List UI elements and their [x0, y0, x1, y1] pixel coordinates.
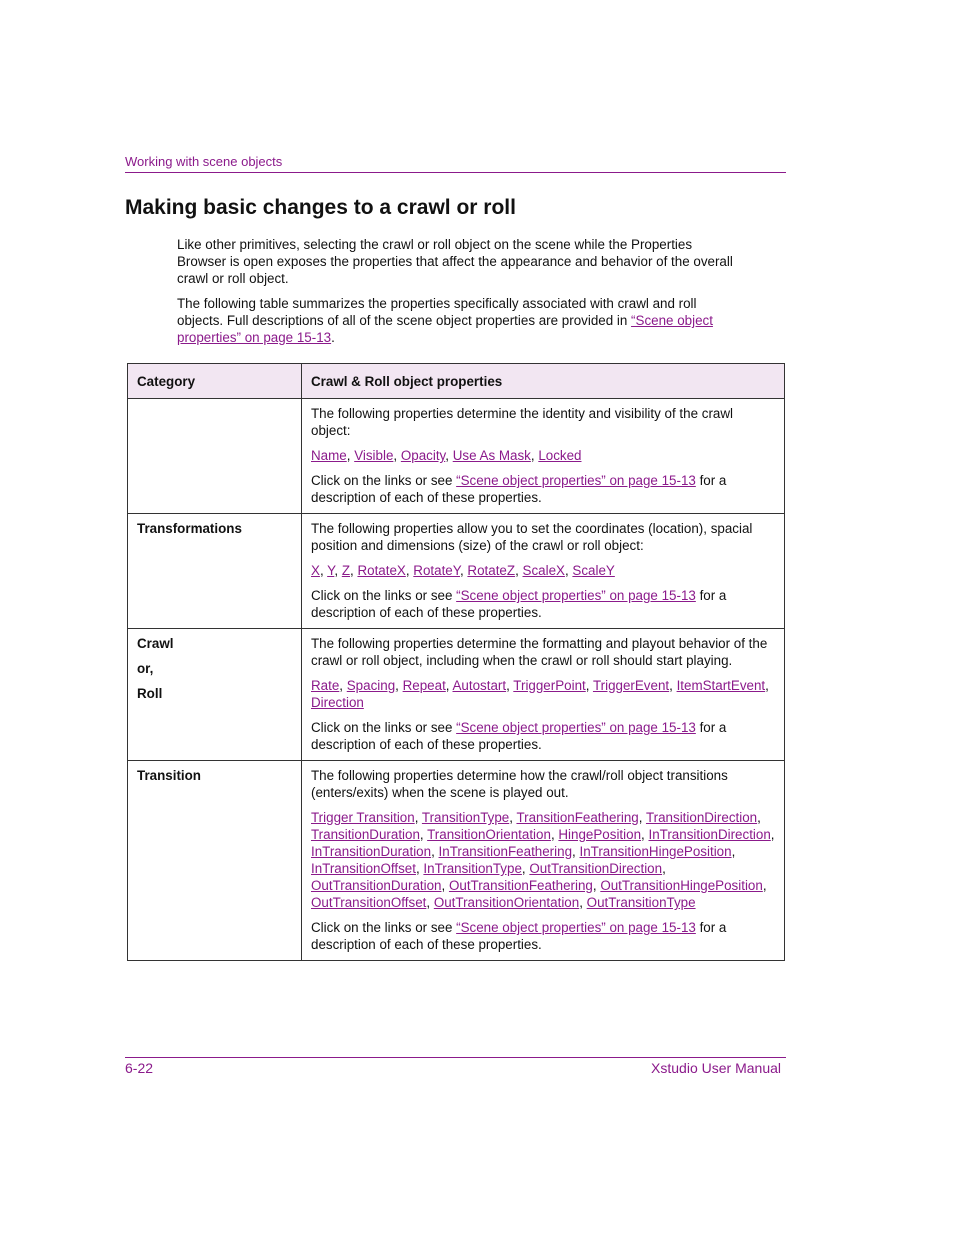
property-link[interactable]: TriggerEvent	[592, 678, 670, 693]
property-link[interactable]: Trigger Transition	[311, 810, 415, 825]
property-link[interactable]: Use As Mask	[452, 448, 531, 463]
row-intro: The following properties determine how the crawl/roll object transitions (enters/exits) when the scene is played out.	[311, 768, 728, 800]
property-link[interactable]: InTransitionType	[423, 861, 522, 876]
property-link[interactable]: Visible	[354, 448, 394, 463]
scene-object-properties-link[interactable]: “Scene object properties” on page 15-13	[456, 473, 696, 488]
intro-paragraph-1: Like other primitives, selecting the crawl or roll object on the scene while the Properties Browser is open exposes the properties that affect the appearance and behavior of the overall crawl or roll object.	[177, 237, 733, 286]
manual-title: Xstudio User Manual	[651, 1060, 781, 1076]
see-prefix: Click on the links or see	[311, 920, 457, 935]
property-link[interactable]: TriggerPoint	[513, 678, 586, 693]
header-category: Category	[128, 364, 302, 399]
table-row-crawl-roll	[128, 629, 785, 761]
property-link[interactable]: OutTransitionHingePosition	[600, 878, 763, 893]
property-link[interactable]: Autostart	[452, 678, 507, 693]
row-links: X, Y, Z, RotateX, RotateY, RotateZ, ScaleX, ScaleY	[311, 563, 615, 578]
intro-p2-end: .	[331, 330, 335, 345]
table-row-transformations	[128, 514, 785, 629]
property-link[interactable]: InTransitionFeathering	[438, 844, 573, 859]
row-category: Transformations	[128, 514, 302, 629]
property-link[interactable]: OutTransitionDirection	[529, 861, 663, 876]
property-link[interactable]: ScaleY	[572, 563, 615, 578]
property-link[interactable]: HingePosition	[558, 827, 642, 842]
page-number: 6-22	[125, 1060, 154, 1076]
property-link[interactable]: Y	[327, 563, 335, 578]
row-intro: The following properties allow you to set the coordinates (location), spacial position and dimensions (size) of the crawl or roll object:	[311, 521, 753, 553]
header-properties: Crawl & Roll object properties	[302, 364, 785, 399]
row-description	[302, 761, 785, 961]
property-link[interactable]: TransitionType	[421, 810, 510, 825]
property-link[interactable]: Z	[341, 563, 350, 578]
property-link[interactable]: InTransitionOffset	[311, 861, 416, 876]
property-link[interactable]: Name	[311, 448, 347, 463]
row-see-also	[311, 587, 775, 621]
intro-p2-text: The following table summarizes the properties specifically associated with crawl and roll objects. Full descriptions of all of the scene object properties are provided in	[177, 296, 697, 328]
category-line: or,	[137, 661, 154, 676]
property-link[interactable]: Rate	[311, 678, 340, 693]
table-body	[128, 399, 785, 961]
property-link[interactable]: Direction	[311, 695, 364, 710]
intro	[177, 236, 737, 354]
property-link[interactable]: ItemStartEvent	[676, 678, 766, 693]
category-line: Crawl	[137, 636, 174, 651]
intro-paragraph-2	[177, 295, 737, 346]
property-link[interactable]: TransitionDuration	[311, 827, 420, 842]
property-link[interactable]: Opacity	[400, 448, 446, 463]
see-prefix: Click on the links or see	[311, 720, 457, 735]
see-suffix: for a description of each of these properties.	[311, 720, 727, 752]
row-links: Rate, Spacing, Repeat, Autostart, TriggerPoint, TriggerEvent, ItemStartEvent, Direction	[311, 678, 769, 710]
row-intro: The following properties determine the identity and visibility of the crawl object:	[311, 406, 734, 438]
property-link[interactable]: InTransitionHingePosition	[579, 844, 732, 859]
property-link[interactable]: InTransitionDirection	[648, 827, 771, 842]
scene-object-properties-link[interactable]: “Scene object properties” on page 15-13	[177, 313, 713, 345]
row-intro: The following properties determine the formatting and playout behavior of the crawl or roll object, including when the crawl or roll should start playing.	[311, 636, 768, 668]
row-links: Trigger Transition, TransitionType, TransitionFeathering, TransitionDirection, TransitionDuration, TransitionOrientation, HingePosition, InTransitionDirection, InTransitionDuration, InTransitionFeathering, InTransitionHingePosition, InTransitionOffset, InTransitionType, OutTransitionDirection, OutTransitionDuration, OutTransitionFeathering, OutTransitionHingePosition, OutTransitionOffset, OutTransitionOrientation, OutTransitionType	[311, 810, 775, 910]
property-link[interactable]: RotateY	[413, 563, 460, 578]
footer-rule	[125, 1057, 786, 1058]
row-see-also	[311, 919, 775, 953]
scene-object-properties-link[interactable]: “Scene object properties” on page 15-13	[456, 920, 696, 935]
property-link[interactable]: RotateX	[357, 563, 406, 578]
property-link[interactable]: X	[311, 563, 320, 578]
property-link[interactable]: TransitionFeathering	[516, 810, 639, 825]
table-header-row	[128, 364, 785, 399]
header-rule	[125, 172, 786, 173]
running-head: Working with scene objects	[125, 154, 283, 169]
row-category	[128, 629, 302, 761]
property-link[interactable]: Repeat	[402, 678, 446, 693]
property-link[interactable]: TransitionOrientation	[427, 827, 551, 842]
table-row-transition	[128, 761, 785, 961]
row-see-also	[311, 472, 775, 506]
row-description	[302, 399, 785, 514]
properties-table	[127, 363, 785, 961]
table-row-identity	[128, 399, 785, 514]
page-title: Making basic changes to a crawl or roll	[125, 196, 516, 219]
row-category: Transition	[128, 761, 302, 961]
see-suffix: for a description of each of these properties.	[311, 920, 727, 952]
row-description	[302, 629, 785, 761]
property-link[interactable]: OutTransitionOrientation	[433, 895, 580, 910]
property-link[interactable]: OutTransitionFeathering	[448, 878, 593, 893]
property-link[interactable]: Locked	[538, 448, 582, 463]
property-link[interactable]: OutTransitionType	[586, 895, 696, 910]
row-see-also	[311, 719, 775, 753]
see-prefix: Click on the links or see	[311, 473, 457, 488]
row-description	[302, 514, 785, 629]
category-line: Roll	[137, 686, 163, 701]
scene-object-properties-link[interactable]: “Scene object properties” on page 15-13	[456, 588, 696, 603]
property-link[interactable]: InTransitionDuration	[311, 844, 432, 859]
property-link[interactable]: TransitionDirection	[645, 810, 758, 825]
see-suffix: for a description of each of these properties.	[311, 588, 727, 620]
scene-object-properties-link[interactable]: “Scene object properties” on page 15-13	[456, 720, 696, 735]
row-links: Name, Visible, Opacity, Use As Mask, Locked	[311, 448, 582, 463]
property-link[interactable]: Spacing	[346, 678, 396, 693]
property-link[interactable]: ScaleX	[522, 563, 565, 578]
property-link[interactable]: OutTransitionOffset	[311, 895, 427, 910]
property-link[interactable]: OutTransitionDuration	[311, 878, 442, 893]
see-suffix: for a description of each of these properties.	[311, 473, 727, 505]
property-link[interactable]: RotateZ	[467, 563, 516, 578]
see-prefix: Click on the links or see	[311, 588, 457, 603]
row-category	[128, 399, 302, 514]
